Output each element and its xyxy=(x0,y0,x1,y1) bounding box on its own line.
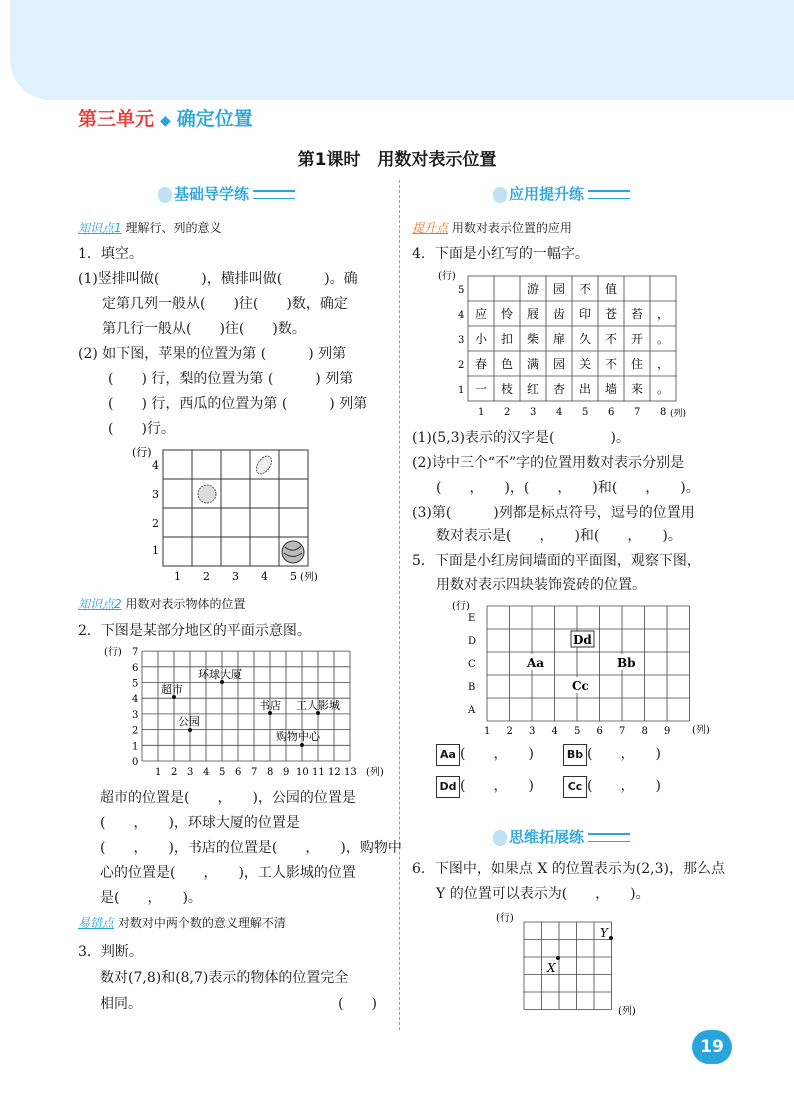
map-y-tick: 1 xyxy=(132,741,139,753)
q4-title: 4．下面是小红写的一幅字。 xyxy=(412,246,589,262)
error-point xyxy=(78,914,286,931)
grid6-lines xyxy=(524,922,612,1010)
kp1-tag: 知识点1 xyxy=(78,221,122,235)
q6-line2: Y 的位置可以表示为( ， )。 xyxy=(436,886,650,902)
q4-2-line1: (2)诗中三个“不”字的位置用数对表示分别是 xyxy=(412,455,685,471)
underline-decoration xyxy=(588,833,630,842)
tile-aa xyxy=(526,654,549,670)
poem-char: 杏 xyxy=(553,382,566,396)
unit-prefix: 第三单元 xyxy=(78,108,155,130)
q2-line1: 超市的位置是( ， )，公园的位置是 xyxy=(100,790,356,806)
svg-text:Cc: Cc xyxy=(572,679,589,693)
point-x-label: X xyxy=(547,961,556,975)
poem-y-tick: 5 xyxy=(458,285,465,296)
tile-dd-icon: Dd xyxy=(436,776,460,798)
wall-y-tick: D xyxy=(468,636,477,647)
wall-x-tick: 3 xyxy=(529,726,536,737)
map-x-tick: 2 xyxy=(171,767,178,778)
bullet-icon: ◆ xyxy=(160,113,171,129)
grid1-y-tick: 3 xyxy=(152,488,159,501)
map-y-tick: 0 xyxy=(132,757,139,768)
q1-2-line3: ( ) 行，西瓜的位置为第 ( ) 列第 xyxy=(108,396,368,412)
grid1-y-tick: 2 xyxy=(152,517,159,530)
poem-char: 来 xyxy=(631,382,644,396)
poem-char: 园 xyxy=(553,282,566,296)
svg-text:Aa: Aa xyxy=(527,656,545,670)
q4-3-line2: 数对表示是( ， )和( ， )。 xyxy=(436,528,682,544)
poem-char: 小 xyxy=(475,332,488,346)
tile-cc-icon: Cc xyxy=(563,776,587,798)
header-banner xyxy=(10,0,794,100)
grid1-x-tick: 3 xyxy=(232,570,239,583)
map-x-tick: 11 xyxy=(312,767,325,778)
poem-x-tick: 3 xyxy=(530,407,537,418)
grid1-x-tick: 1 xyxy=(174,570,181,583)
poem-char: 。 xyxy=(657,382,670,396)
tile-aa-answer[interactable]: ( ， ) xyxy=(460,746,534,762)
tile-cc xyxy=(571,677,594,693)
poem-char: 墙 xyxy=(605,382,618,396)
q1-title: 1．填空。 xyxy=(78,246,143,262)
poem-char: 久 xyxy=(579,332,592,346)
pill-icon xyxy=(493,187,507,203)
poem-char: 屐 xyxy=(527,307,540,321)
map-x-tick: 7 xyxy=(251,767,258,778)
map-x-tick: 9 xyxy=(283,767,290,778)
knowledge-point-2 xyxy=(78,595,245,612)
poem-char: 住 xyxy=(631,357,644,371)
q1-2-line4: ( )行。 xyxy=(108,421,175,437)
kp1-text: 理解行、列的意义 xyxy=(125,221,222,235)
watermelon-icon xyxy=(282,541,304,563)
poem-char: 扉 xyxy=(553,332,566,346)
grid1-x-tick: 2 xyxy=(203,570,210,583)
q3-answer-paren[interactable]: ( ) xyxy=(338,996,377,1012)
poem-x-tick: 4 xyxy=(556,407,563,418)
poem-char: 春 xyxy=(475,357,488,371)
poem-char: ， xyxy=(657,307,670,321)
grid1-col-label: (列) xyxy=(300,572,318,583)
grid6-col-label: (列) xyxy=(618,1006,636,1017)
poem-x-tick: 1 xyxy=(478,407,485,418)
wall-x-tick: 5 xyxy=(574,726,581,737)
knowledge-point-1 xyxy=(78,219,221,236)
map-y-tick: 2 xyxy=(132,725,139,737)
poem-char: 印 xyxy=(579,307,592,321)
upgrade-point xyxy=(412,219,572,236)
lesson-title: 第1课时 用数对表示位置 xyxy=(297,150,497,170)
area-map xyxy=(104,643,394,783)
wall-x-tick: 8 xyxy=(641,726,648,737)
kp2-tag: 知识点2 xyxy=(78,597,122,611)
section-apply-title xyxy=(493,183,630,204)
unit-heading xyxy=(78,104,253,131)
poem-char: ， xyxy=(657,357,670,371)
section-apply-label: 应用提升练 xyxy=(509,185,585,203)
poem-char: 游 xyxy=(527,282,540,296)
poem-y-tick: 3 xyxy=(458,335,465,346)
poem-y-tick: 2 xyxy=(458,360,465,371)
q3-line2: 相同。 xyxy=(100,996,142,1012)
point-y-label: Y xyxy=(600,926,608,940)
q3-line1: 数对(7,8)和(8,7)表示的物体的位置完全 xyxy=(100,970,349,986)
q2-line5: 是( ， )。 xyxy=(100,890,202,906)
wall-y-tick: A xyxy=(468,705,476,716)
wall-x-tick: 2 xyxy=(506,726,513,737)
tile-cc-answer[interactable]: ( ， ) xyxy=(587,778,661,794)
grid1-y-tick: 1 xyxy=(152,544,159,557)
poem-char: 齿 xyxy=(553,307,566,321)
place-label: 书店 xyxy=(259,699,281,712)
poem-char: 怜 xyxy=(501,307,514,321)
poem-char: 一 xyxy=(475,382,488,396)
page-number: 19 xyxy=(692,1030,732,1064)
grid6-row-label: (行) xyxy=(496,913,514,924)
map-y-tick: 7 xyxy=(132,647,139,659)
q2-line3: ( ， )，书店的位置是( ， )，购物中 xyxy=(100,840,402,856)
q2-title: 2．下图是某部分地区的平面示意图。 xyxy=(78,623,311,639)
poem-char: 。 xyxy=(657,332,670,346)
pill-icon xyxy=(158,187,172,203)
section-basic-label: 基础导学练 xyxy=(174,185,250,203)
poem-char: 不 xyxy=(605,332,618,346)
poem-x-tick: 6 xyxy=(608,407,615,418)
xy-grid xyxy=(496,910,656,1020)
q4-3-line1: (3)第( )列都是标点符号，逗号的位置用 xyxy=(412,505,695,521)
wall-x-tick: 1 xyxy=(484,726,491,737)
pear-icon xyxy=(253,453,274,476)
wall-y-tick: C xyxy=(468,659,476,670)
poem-ticks xyxy=(458,285,666,418)
poem-char: 值 xyxy=(605,282,618,296)
map-y-tick: 4 xyxy=(132,694,139,706)
place-label: 公园 xyxy=(178,715,200,728)
q6-line1: 6．下图中，如果点 X 的位置表示为(2,3)，那么点 xyxy=(412,861,725,877)
error-text: 对数对中两个数的意义理解不清 xyxy=(117,916,286,930)
poem-char: 枝 xyxy=(501,382,514,396)
place-label: 工人影城 xyxy=(296,699,340,712)
poem-char: 色 xyxy=(501,357,514,371)
wall-grid xyxy=(450,598,720,738)
poem-grid xyxy=(438,268,700,420)
map-col-label: (列) xyxy=(366,767,384,778)
q5-line2: 用数对表示四块装饰瓷砖的位置。 xyxy=(436,577,646,593)
wall-grid-lines xyxy=(487,606,690,721)
kp2-text: 用数对表示物体的位置 xyxy=(125,597,246,611)
wall-x-tick: 9 xyxy=(664,726,671,737)
q5-line1: 5．下面是小红房间墙面的平面图，观察下图， xyxy=(412,553,701,569)
poem-char: 苍 xyxy=(605,307,618,321)
map-x-tick: 10 xyxy=(296,767,309,778)
poem-grid-lines xyxy=(468,276,676,401)
poem-x-tick: 2 xyxy=(504,407,511,418)
q1-1-line1: (1)竖排叫做( )，横排叫做( )。确 xyxy=(78,271,358,287)
wall-x-tick: 6 xyxy=(596,726,603,737)
poem-char: 满 xyxy=(527,357,540,371)
tile-bb-icon: Bb xyxy=(563,744,587,766)
q1-2-line2: ( ) 行，梨的位置为第 ( ) 列第 xyxy=(108,371,354,387)
map-x-tick: 4 xyxy=(203,767,210,778)
poem-col-label: (列) xyxy=(670,409,687,419)
svg-text:Dd: Dd xyxy=(573,633,592,647)
map-x-tick: 13 xyxy=(344,767,357,778)
poem-char: 不 xyxy=(605,357,618,371)
poem-row-label: (行) xyxy=(438,271,456,282)
q4-1: (1)(5,3)表示的汉字是( )。 xyxy=(412,430,630,446)
poem-x-tick: 8 xyxy=(660,407,667,418)
q2-line4: 心的位置是( ， )，工人影城的位置 xyxy=(100,865,356,881)
section-extend-label: 思维拓展练 xyxy=(509,828,585,846)
grid1-y-tick: 4 xyxy=(152,459,159,472)
unit-title: 确定位置 xyxy=(176,108,253,130)
wall-y-tick: E xyxy=(468,613,476,624)
section-basic-title xyxy=(158,183,295,204)
poem-x-tick: 7 xyxy=(634,407,641,418)
wall-row-label: (行) xyxy=(452,601,470,612)
map-point xyxy=(188,728,192,732)
map-y-tick: 5 xyxy=(132,678,139,690)
q1-1-line3: 第几行一般从( )往( )数。 xyxy=(102,321,306,337)
q3-title: 3．判断。 xyxy=(78,944,143,960)
map-x-tick: 5 xyxy=(219,767,226,778)
place-label: 超市 xyxy=(161,683,183,696)
map-point xyxy=(300,743,304,747)
upgrade-tag: 提升点 xyxy=(412,221,449,235)
tile-dd-answer[interactable]: ( ， ) xyxy=(460,778,534,794)
poem-y-tick: 1 xyxy=(458,385,465,396)
wall-y-tick: B xyxy=(468,682,476,693)
map-x-tick: 12 xyxy=(328,767,341,778)
q1-1-line2: 定第几列一般从( )往( )数，确定 xyxy=(102,296,348,312)
section-extend-title xyxy=(493,826,630,847)
apple-icon xyxy=(198,485,216,503)
underline-decoration xyxy=(253,190,295,199)
wall-x-tick: 7 xyxy=(619,726,626,737)
map-row-label: (行) xyxy=(104,647,122,658)
underline-decoration xyxy=(588,190,630,199)
poem-char: 苔 xyxy=(631,307,644,321)
poem-y-tick: 4 xyxy=(458,310,465,321)
poem-char: 红 xyxy=(527,382,540,396)
poem-char: 应 xyxy=(475,307,488,321)
pill-icon xyxy=(493,830,507,846)
poem-char: 柴 xyxy=(527,332,540,346)
poem-char: 出 xyxy=(579,382,592,396)
map-x-tick: 6 xyxy=(235,767,242,778)
svg-text:Bb: Bb xyxy=(617,656,636,670)
wall-col-label: (列) xyxy=(692,725,710,736)
poem-char: 关 xyxy=(579,357,592,371)
place-label: 购物中心 xyxy=(276,730,320,743)
map-y-tick: 6 xyxy=(132,662,139,674)
tile-aa-icon: Aa xyxy=(436,744,460,766)
wall-x-tick: 4 xyxy=(551,726,558,737)
q2-line2: ( ， )，环球大厦的位置是 xyxy=(100,815,300,831)
poem-x-tick: 5 xyxy=(582,407,589,418)
poem-char: 扣 xyxy=(501,332,514,346)
column-divider xyxy=(399,180,400,1030)
place-label: 环球大厦 xyxy=(198,668,242,681)
error-tag: 易错点 xyxy=(78,916,115,930)
q1-2-line1: (2) 如下图，苹果的位置为第 ( ) 列第 xyxy=(78,346,347,362)
map-x-tick: 1 xyxy=(155,767,162,778)
tile-bb-answer[interactable]: ( ， ) xyxy=(587,746,661,762)
tile-dd xyxy=(571,631,594,647)
fruit-grid xyxy=(130,442,330,587)
grid1-x-tick: 4 xyxy=(261,570,268,583)
map-x-tick: 3 xyxy=(187,767,194,778)
point-y xyxy=(609,936,613,940)
poem-char: 开 xyxy=(631,332,644,346)
upgrade-text: 用数对表示位置的应用 xyxy=(451,221,572,235)
map-x-tick: 8 xyxy=(267,767,274,778)
grid1-row-label: (行) xyxy=(132,446,152,459)
grid1-x-tick: 5 xyxy=(290,570,297,583)
poem-char: 园 xyxy=(553,357,566,371)
point-x xyxy=(556,956,560,960)
map-y-tick: 3 xyxy=(132,709,139,721)
q4-2-line2: ( ， )，( ， )和( ， )。 xyxy=(436,480,700,496)
tile-bb xyxy=(616,654,639,670)
poem-char: 不 xyxy=(579,282,592,296)
